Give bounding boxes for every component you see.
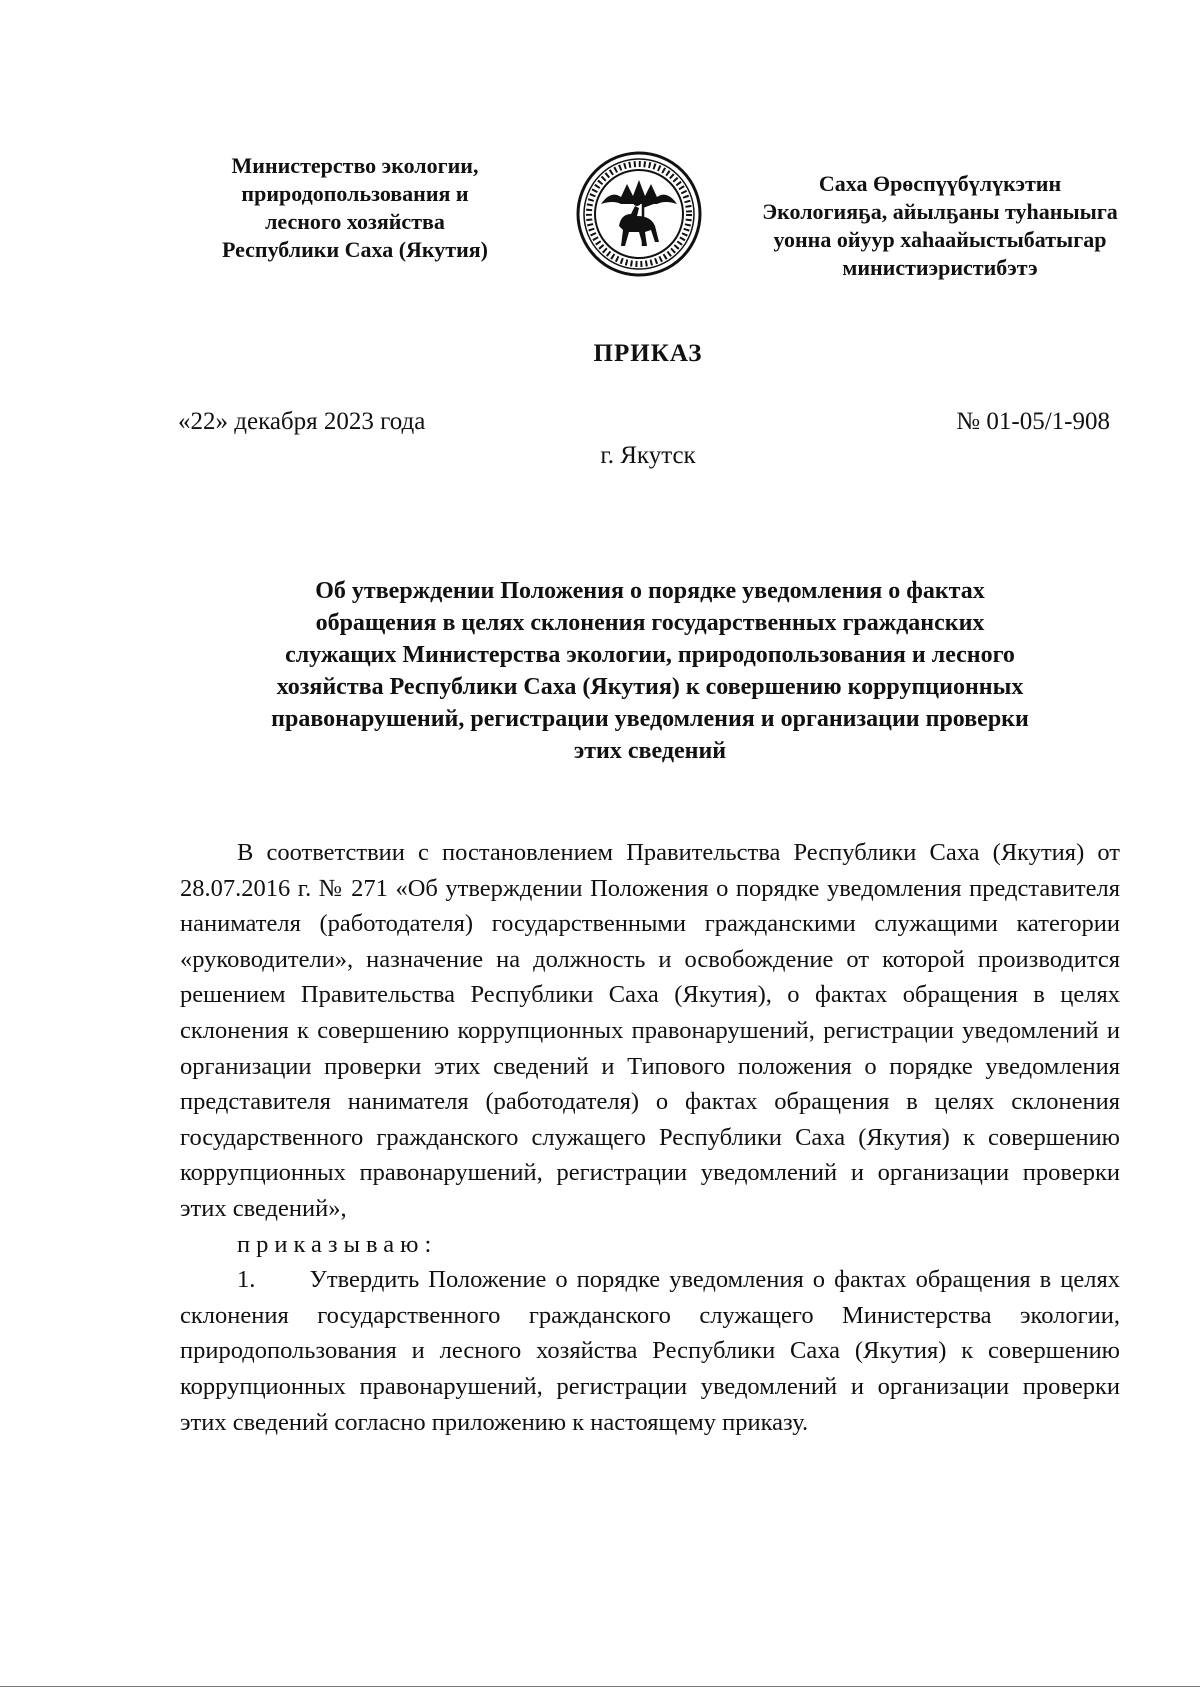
ministry-name-sah-line: Саха Өрөспүүбүлүкэтин	[818, 171, 1062, 196]
document-title-line: правонарушений, регистрации уведомления и организации проверки	[271, 706, 1029, 732]
coat-of-arms-icon	[575, 150, 703, 278]
preamble-paragraph: В соответствии с постановлением Правительства Республики Саха (Якутия) от 28.07.2016 г. № 271 «Об утверждении Положения о порядке уведомления представителя нанимателя (работодателя) государственными гражданскими служащими категории «руководители», назначение на должность и освобождение от которой производится решением Правительства Республики Саха (Якутия), о фактах обращения в целях склонения к совершению коррупционных правонарушений, регистрации уведомлений и организации проверки этих сведений и Типового положения о порядке уведомления представителя нанимателя (работодателя) о фактах обращения в целях склонения государственного гражданского служащего Республики Саха (Якутия) к совершению коррупционных правонарушений, регистрации уведомлений и организации проверки этих сведений»,	[180, 839, 1120, 1222]
document-title-line: обращения в целях склонения государственных гражданских	[315, 610, 985, 636]
document-city: г. Якутск	[600, 442, 696, 469]
ministry-name-ru-line: Республики Саха (Якутия)	[221, 237, 489, 262]
document-title-line: служащих Министерства экологии, природопользования и лесного	[285, 642, 1015, 668]
page-bottom-rule	[0, 1686, 1200, 1687]
ministry-name-ru-line: лесного хозяйства	[265, 209, 445, 234]
ministry-name-sah-line: уонна ойуур хаһаайыстыбатыгар	[773, 227, 1107, 252]
document-title	[190, 575, 1110, 767]
document-type-heading: ПРИКАЗ	[593, 340, 703, 367]
ministry-name-ru-line: Министерство экологии,	[231, 153, 479, 178]
document-date: «22» декабря 2023 года	[178, 408, 426, 435]
document-title-line: Об утверждении Положения о порядке уведомления о фактах	[315, 578, 985, 604]
ministry-name-sah-line: министиэристибэтэ	[842, 255, 1038, 280]
order-item-1: 1. Утвердить Положение о порядке уведомления о фактах обращения в целях склонения государственного гражданского служащего Министерства экологии, природопользования и лесного хозяйства Республики Саха (Якутия) к совершению коррупционных правонарушений, регистрации уведомлений и организации проверки этих сведений согласно приложению к настоящему приказу.	[180, 1266, 1120, 1436]
ministry-name-ru-line: природопользования и	[241, 181, 469, 206]
document-number: № 01-05/1-908	[956, 408, 1110, 435]
ministry-name-sah-line: Экологияҕа, айылҕаны туһаныыга	[762, 199, 1118, 224]
ministry-name-yakut	[735, 170, 1145, 282]
document-title-line: хозяйства Республики Саха (Якутия) к совершению коррупционных	[276, 674, 1024, 700]
order-word: приказываю:	[237, 1230, 438, 1258]
document-title-line: этих сведений	[573, 738, 727, 764]
document-body	[180, 835, 1120, 1440]
ministry-name-russian	[190, 152, 520, 264]
